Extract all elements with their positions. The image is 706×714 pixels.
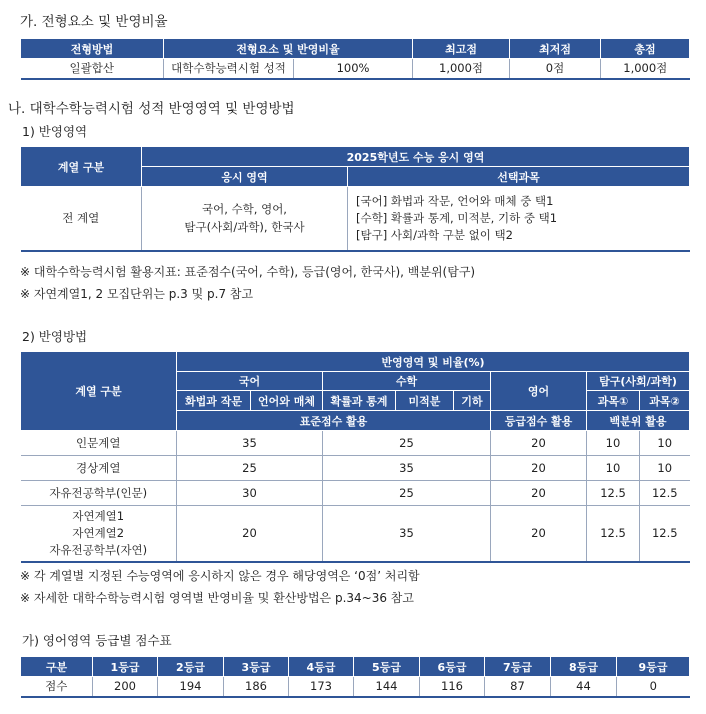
cell-all-groups: 전 계열 <box>21 187 142 251</box>
row-math: 25 <box>323 481 491 506</box>
row-inquiry-1: 10 <box>587 456 640 481</box>
th-grade-2: 2등급 <box>158 657 224 677</box>
note-zero-score: ※ 각 계열별 지정된 수능영역에 응시하지 않은 경우 해당영역은 ‘0점’ 처리함 <box>20 569 420 583</box>
th-percentile: 백분위 활용 <box>587 411 690 431</box>
cell-min: 0점 <box>510 59 601 79</box>
th-grade-9: 9등급 <box>617 657 690 677</box>
th-korean: 국어 <box>177 372 323 391</box>
cell-grade-score: 194 <box>158 677 224 697</box>
row-korean: 20 <box>177 506 323 562</box>
th-subject-2: 과목② <box>640 391 690 411</box>
th-english: 영어 <box>491 372 587 411</box>
row-name-line: 자연계열1 <box>72 508 125 523</box>
cell-grade-score: 116 <box>420 677 485 697</box>
elective-line: [국어] 화법과 작문, 언어와 매체 중 택1 <box>356 193 554 208</box>
th-inquiry: 탐구(사회/과학) <box>587 372 690 391</box>
row-inquiry-1: 12.5 <box>587 481 640 506</box>
section-c-title: 가) 영어영역 등급별 점수표 <box>22 633 172 648</box>
cell-grade-score: 200 <box>93 677 158 697</box>
row-english: 20 <box>491 506 587 562</box>
row-name: 인문계열 <box>21 431 177 456</box>
note-indicators: ※ 대학수학능력시험 활용지표: 표준점수(국어, 수학), 등급(영어, 한국사), 백분위(탐구) <box>20 265 476 279</box>
row-inquiry-2: 12.5 <box>640 506 690 562</box>
th-method: 전형방법 <box>21 39 164 59</box>
row-english: 20 <box>491 431 587 456</box>
th-grade-4: 4등급 <box>289 657 354 677</box>
row-korean: 25 <box>177 456 323 481</box>
subsection-1-title: 1) 반영영역 <box>22 124 88 139</box>
admission-elements-table <box>20 38 690 80</box>
th-probability: 확률과 통계 <box>323 391 396 411</box>
th-grade-6: 6등급 <box>420 657 485 677</box>
row-korean: 35 <box>177 431 323 456</box>
th-exam-year: 2025학년도 수능 응시 영역 <box>142 147 690 167</box>
elective-line: [수학] 확률과 통계, 미적분, 기하 중 택1 <box>356 210 558 225</box>
th-grade-score: 등급점수 활용 <box>491 411 587 431</box>
cell-score-label: 점수 <box>21 677 93 697</box>
th-elements: 전형요소 및 반영비율 <box>164 39 413 59</box>
cell-element: 대학수학능력시험 성적 <box>164 59 294 79</box>
section-a-title: 가. 전형요소 및 반영비율 <box>20 14 168 30</box>
th-speech-writing: 화법과 작문 <box>177 391 251 411</box>
row-inquiry-2: 10 <box>640 431 690 456</box>
row-name: 자유전공학부(인문) <box>21 481 177 506</box>
subsection-2-title: 2) 반영방법 <box>22 329 88 344</box>
th-group: 계열 구분 <box>21 147 142 187</box>
th-category: 구분 <box>21 657 93 677</box>
elective-line: [탐구] 사회/과학 구분 없이 택2 <box>356 227 513 242</box>
th-language-media: 언어와 매체 <box>251 391 323 411</box>
reflection-area-table <box>20 146 690 252</box>
english-grade-table <box>20 656 690 698</box>
row-korean: 30 <box>177 481 323 506</box>
cell-grade-score: 87 <box>485 677 551 697</box>
th-grade-3: 3등급 <box>224 657 289 677</box>
th-min: 최저점 <box>510 39 601 59</box>
row-name <box>21 506 177 562</box>
cell-electives <box>348 187 690 251</box>
note-conversion: ※ 자세한 대학수학능력시험 영역별 반영비율 및 환산방법은 p.34~36 참고 <box>20 591 414 605</box>
row-inquiry-1: 12.5 <box>587 506 640 562</box>
th-grade-1: 1등급 <box>93 657 158 677</box>
row-name-line: 자연계열2 <box>72 525 125 540</box>
row-english: 20 <box>491 456 587 481</box>
exam-area-line: 탐구(사회/과학), 한국사 <box>184 220 305 235</box>
th-grade-8: 8등급 <box>551 657 617 677</box>
th-method-group: 계열 구분 <box>21 352 177 431</box>
cell-total: 1,000점 <box>601 59 690 79</box>
exam-area-line: 국어, 수학, 영어, <box>202 202 287 217</box>
th-ratio: 반영영역 및 비율(%) <box>177 352 690 372</box>
row-inquiry-2: 12.5 <box>640 481 690 506</box>
row-math: 35 <box>323 456 491 481</box>
cell-method: 일괄합산 <box>21 59 164 79</box>
th-total: 총점 <box>601 39 690 59</box>
th-grade-7: 7등급 <box>485 657 551 677</box>
row-math: 35 <box>323 506 491 562</box>
note-natural-groups: ※ 자연계열1, 2 모집단위는 p.3 및 p.7 참고 <box>20 287 254 301</box>
cell-grade-score: 44 <box>551 677 617 697</box>
cell-grade-score: 0 <box>617 677 690 697</box>
cell-exam-areas <box>142 187 348 251</box>
cell-grade-score: 173 <box>289 677 354 697</box>
th-exam-area: 응시 영역 <box>142 167 348 187</box>
th-math: 수학 <box>323 372 491 391</box>
th-grade-5: 5등급 <box>354 657 420 677</box>
th-geometry: 기하 <box>454 391 491 411</box>
cell-ratio: 100% <box>294 59 413 79</box>
row-name: 경상계열 <box>21 456 177 481</box>
th-max: 최고점 <box>413 39 510 59</box>
th-standard-score: 표준점수 활용 <box>177 411 491 431</box>
section-b-title: 나. 대학수학능력시험 성적 반영영역 및 반영방법 <box>8 101 295 117</box>
row-math: 25 <box>323 431 491 456</box>
cell-max: 1,000점 <box>413 59 510 79</box>
th-calculus: 미적분 <box>396 391 454 411</box>
cell-grade-score: 144 <box>354 677 420 697</box>
row-english: 20 <box>491 481 587 506</box>
row-name-line: 자유전공학부(자연) <box>49 542 148 557</box>
th-subject-1: 과목① <box>587 391 640 411</box>
cell-grade-score: 186 <box>224 677 289 697</box>
th-elective: 선택과목 <box>348 167 690 187</box>
row-inquiry-2: 10 <box>640 456 690 481</box>
reflection-method-table <box>20 351 690 563</box>
row-inquiry-1: 10 <box>587 431 640 456</box>
